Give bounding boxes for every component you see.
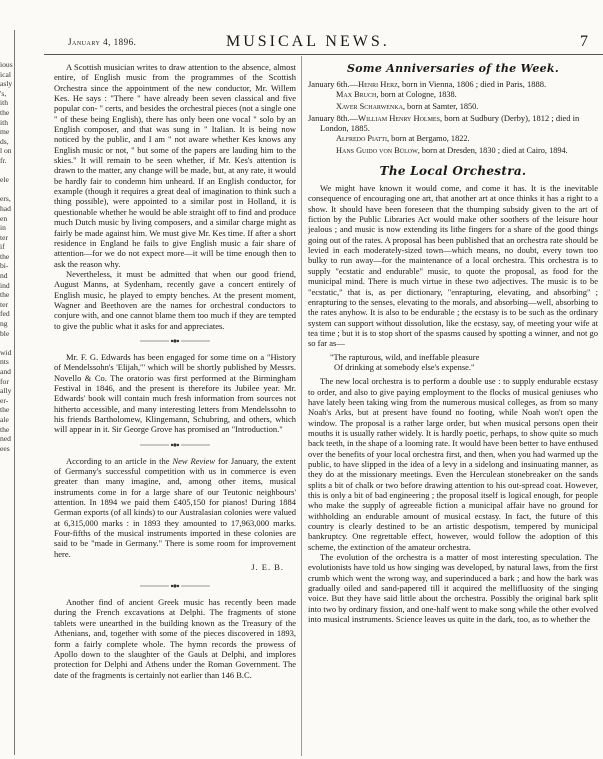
gutter-fragment: the [0,405,10,415]
gutter-fragment: ith [0,98,9,108]
gutter-fragment: ter [0,299,9,309]
anniversary-entry [308,79,598,89]
anniversaries-heading: Some Anniversaries of the Week. [347,62,559,75]
composer-name: Henri Herz [358,79,398,89]
gutter-fragment: en [0,213,8,223]
author-initials: J. E. B. [251,562,284,573]
gutter-fragment: me [0,127,10,137]
verse-quote [308,352,598,373]
gutter-fragment: l on [0,146,12,156]
gutter-fragment: fed [0,309,10,319]
gutter-fragment: ical [0,69,11,79]
gutter-fragment: nd [0,271,8,281]
gutter-fragment: asly [0,79,13,89]
ornament-separator [54,337,296,345]
anniversary-detail: , born at Bergamo, 1822. [387,134,470,144]
paragraph-manns: Nevertheless, it must be admitted that when our good friend, August Manns, at Sydenham, recently gave a concert entirely of English music, he played to empty benches. At the present moment, Wagner and Beethoven are the names for orchestral conductors to conjure with, and one cannot blame them too much if they are tempted to give the public what it asks for and appreciates. [54,268,296,331]
issue-date: January 4, 1896. [68,37,137,47]
gutter-fragment: ter [0,232,9,242]
composer-name: William Henry Holmes [358,112,440,123]
local-orchestra-heading: The Local Orchestra. [379,164,527,179]
anniversary-subentry [308,102,598,112]
composer-name: Max Bruch [336,90,377,100]
right-column [308,62,598,757]
paragraph-delphi-find: Another find of ancient Greek music has recently been made during the French excavations at Delphi. The fragments of stone tablets were unearthed in the building known as the Treasury of the Athenians, and, together with some of the pieces discovered in 1893, form a fairly complete whole. The hymn records the prowess of Apollo down to the slaughter of the Gauls at Delphi, and implores protection for Delphi and Athens under the Roman Government. The date of the fragments is certainly not earlier than 146 B.C. [54,597,296,680]
left-gutter-fragments [0,60,14,520]
masthead-title: MUSICAL NEWS. [226,33,390,50]
gutter-fragment: and [0,367,11,376]
gutter-fragment [0,185,14,195]
gutter-fragment: bi- [0,261,9,271]
gutter-fragment: ith [0,117,9,127]
gutter-fragment: ers, [0,194,11,204]
dash: — [349,79,359,89]
anniversary-detail: , born at Dresden, 1830 ; died at Cairo, 1894. [417,145,568,155]
gutter-fragment: the [0,424,10,434]
gutter-fragment: ble [0,328,10,338]
gutter-fragment: fr. [0,155,7,165]
page-header [68,30,596,54]
gutter-fragment: ally [0,386,12,396]
gutter-fragment: ele [0,175,9,185]
gutter-fragment: er- [0,395,9,405]
paragraph-local-orchestra-2: The new local orchestra is to perform a double use : to supply endurable ecstasy to order, and also to give paying employment to the flocks of musical geniuses who have lately been taking wing from the numerous musical colleges, as from so many Noah's Arks, but at present have found no footing, while Noah won't open the window. The proposal is a rather large order, but when musical persons open their mouths it is usually rather widely. It is hardly poetic, perhaps, to show quite so much back teeth, in the shape of a looming rate. It would have been better to have enthused over the benefits of your local orchestra first, and then, when you had warmed up the public, to have slipped in the idea of a levy in a sidelong and insinuating manner, as they do at the missionary meetings. Even the Herculean stonebreaker on the sands splits a bit of chalk or two before drawing attention to his out-spread coat. However, this is only a bit of bad engineering ; the proposal itself is logical enough, for people who make the supply of agreeable fiction a municipal affair have no ground for withholding an endurable amount of musical ecstasy. In fact, the future of this country is clearly destined to be an artistic despotism, tempered by municipal bankruptcy. One regrettable effect, however, would follow the adoption of this scheme, the extinction of the amateur orchestra. [308,376,598,552]
new-review-title: New Review [172,455,216,466]
anniversary-detail: , born at Sudbury (Derby), 1812 ; died in London, 1885. [320,112,580,134]
gutter-fragment: the [0,107,10,117]
gutter-fragment: wid [0,347,12,357]
gutter-fragment: ind [0,280,10,290]
composer-name: Hans Guido von Bülow [336,145,418,155]
gutter-fragment: ious [0,60,13,69]
paragraph-elijah-history: Mr. F. G. Edwards has been engaged for some time on a "History of Mendelssohn's 'Elijah,'" which will be shortly published by Messrs. Novello & Co. The oratorio was first performed at the Birmingham Festival in 1846, and the present is therefore its Jubilee year. Mr. Edwards' book will contain much fresh information from sources not hitherto accessible, and many interesting letters from Mendelssohn to his friends Bartholomew, Klingemann, Schubring, and others, which will appear in it. Sir George Grove has promised an "Introduction." [54,351,296,435]
paragraph-german-competition: According to an article in the New Review for January, the extent of Germany's successful competition with us in commerce is even greater than many imagine, and, among other items, musical instruments come in for a large share of our Teutonic neighbours' attention. In 1894 we paid them £405,150 for pianos! During 1884 German exports (of all kinds) to our Australasian colonies were valued at 6,315,000 marks : in 1893 they amounted to 17,963,000 marks. Four-fifths of the musical instruments imported in these colonies are said to be "made in Germany." There is some room for improvement here. [54,455,296,559]
anniversaries-list [308,79,598,156]
gutter-fragment: had [0,203,11,213]
gutter-fragment: ees [0,443,10,453]
ornament-separator [54,441,296,449]
anniversary-subentry [308,90,598,100]
gutter-rule [14,30,15,755]
ornament-separator [54,582,296,590]
gutter-fragment: ned [0,434,11,444]
gutter-fragment: if [0,242,5,252]
paragraph-local-orchestra-1: We might have known it would come, and come it has. It is the inevitable consequence of encouraging one art, that another art at once thinks it has a right to a show. It should have been foreseen that the thumping subsidy given to the art of fiction by the Public Libraries Act would make other soothers of the leisure hour jealous ; and music is now extending its lithe fingers for a share of the good things going out of the rates. A proposal has been published that an orchestra rate should be levied in each moderately-sized town—which means, no doubt, every town too bulky to run away—for the maintenance of a local orchestra. This orchestra is to supply "ecstatic and endurable" music, to quote the proposal, as food for the municipal mind. There is much virtue in these two adjectives. The music is to be "ecstatic," that is, as per dictionary, "enrapturing, elevating, and absorbing" ; enrapturing to the senses, elevating to the morals, and absorbing—well, absorbing to the rates anyhow. It is also to be endurable ; the ecstasy is to be such as the ordinary system can support without dissolution, like the ecstasy, say, of meeting your wife at tea time ; but it is to stop short of the spasms caused by spotting a winner, and not go so far as— [308,183,598,349]
header-rule [44,54,603,55]
anniversary-detail: , born in Vienna, 1806 ; died in Paris, 1888. [397,79,547,89]
verse-line: Of drinking at somebody else's expense." [334,361,475,372]
anniversary-entry [308,113,598,134]
verse-line: "The rapturous, wild, and ineffable pleasure [330,351,480,362]
gutter-fragment: in [0,223,6,233]
gutter-fragment: 's, [0,88,7,98]
dash: — [349,112,359,123]
gutter-fragment: for [0,376,9,386]
gutter-fragment [0,338,14,348]
gutter-fragment: the [0,290,10,300]
paragraph-scottish-orchestra: A Scottish musician writes to draw attention to the absence, almost entire, of English music from the programmes of the Scottish Orchestra since the appointment of the new conductor, Mr. Willem Kes. He says : "There " have already been seven classical and five popular con- " certs, and besides the orchestral pieces (not a single one " of these being English), there has only been one vocal " solo by an English composer, and that was sung in " Italian. It is being now noticed by the public, and I am " not aware whether Kes knows any English music or not, " but some of the papers are lauding him to the skies." It will remain to be seen whether, if Mr. Kes's attention is drawn to the matter, any change will be made, but, at any rate, it would be hardly fair to condemn him unheard. If an English conductor, for example (though it requires a great deal of imagination to think such a thing possible), were appointed to a similar post in Holland, it is questionable whether he would be able straight off to find and produce much Dutch music by living composers, and a similar charge might as fairly be made against him. We must give Mr. Kes time. If after a short residence in England he fails to give English music a fair share of attention—for we do not expect more—it will be time enough then to ask the reason why. [54,62,296,269]
anniversary-subentry [308,134,598,144]
anniversary-detail: , born at Cologne, 1838. [376,90,457,100]
composer-name: Alfredo Piatti [336,134,388,144]
anniversary-detail: , born at Samter, 1850. [402,101,479,111]
gutter-fragment: nts [0,357,9,367]
composer-name: Xaver Scharwenka [336,101,403,111]
page-number: 7 [580,33,588,50]
gutter-fragment: ng [0,319,8,329]
anniversary-date: January 8th. [308,112,350,123]
gutter-fragment: the [0,251,10,261]
anniversary-subentry [308,146,598,156]
paragraph-local-orchestra-3: The evolution of the orchestra is a matter of most interesting speculation. The evolutionists have told us how singing was developed, by natural laws, from the first crumb which went the wrong way, and superinduced a bark ; and how the bark was gradually oiled and sand-papered till it acquired the mellifluosity of the singing voice. But they have said little about the orchestra. Possibly the original bark split into two by ordinary fission, and one-half went to make song while the other evolved into musical instruments. Science leaves us quite in the dark, too, as to whether the [308,552,598,625]
left-column [54,62,296,757]
anniversary-date: January 6th. [308,79,350,89]
gutter-fragment: ale [0,414,9,424]
gutter-fragment: ds, [0,136,9,146]
gutter-fragment [0,166,14,176]
column-divider [301,56,302,756]
